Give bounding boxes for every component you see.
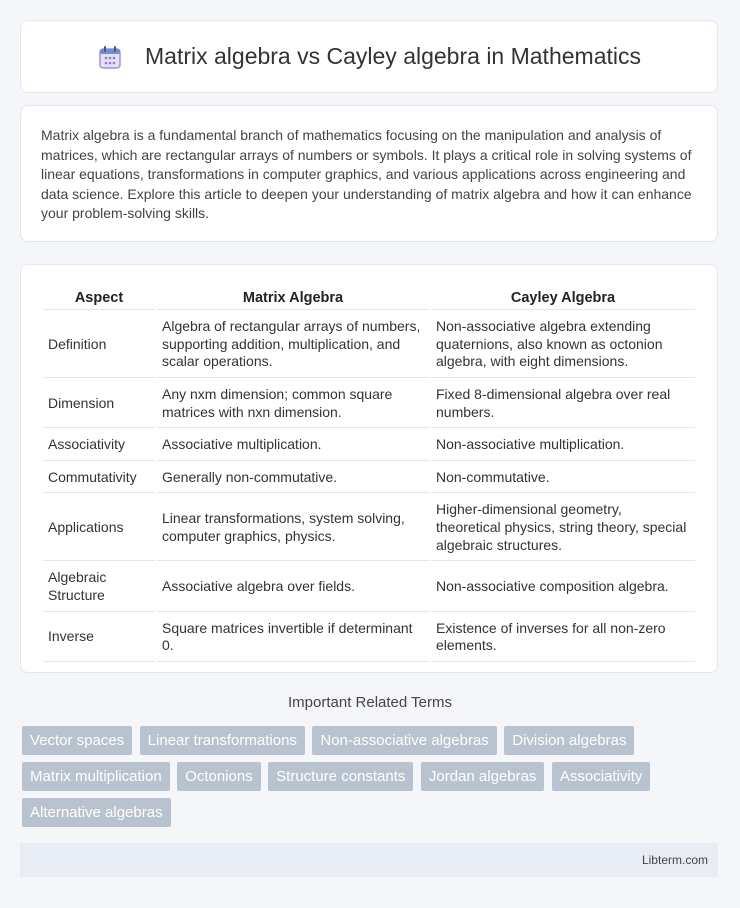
table-cell: Dimension	[43, 380, 155, 428]
table-cell: Applications	[43, 495, 155, 561]
related-terms-list	[22, 726, 722, 834]
table-cell: Higher-dimensional geometry, theoretical physics, string theory, special algebraic structures.	[431, 495, 695, 561]
table-cell: Algebraic Structure	[43, 563, 155, 611]
table-row	[43, 563, 695, 611]
table-row	[43, 614, 695, 662]
table-row	[43, 463, 695, 494]
table-cell: Commutativity	[43, 463, 155, 494]
tag-jordan-algebras[interactable]: Jordan algebras	[421, 762, 545, 791]
tag-non-associative-algebras[interactable]: Non-associative algebras	[312, 726, 496, 755]
table-row	[43, 495, 695, 561]
table-cell: Fixed 8-dimensional algebra over real numbers.	[431, 380, 695, 428]
related-terms-title: Important Related Terms	[288, 694, 452, 711]
table-cell: Non-associative multiplication.	[431, 430, 695, 461]
table-cell: Non-associative composition algebra.	[431, 563, 695, 611]
table-cell: Non-commutative.	[431, 463, 695, 494]
table-cell: Square matrices invertible if determinant 0.	[157, 614, 429, 662]
table-row	[43, 380, 695, 428]
table-cell: Algebra of rectangular arrays of numbers, supporting addition, multiplication, and scalar operations.	[157, 312, 429, 378]
table-cell: Associative multiplication.	[157, 430, 429, 461]
tag-linear-transformations[interactable]: Linear transformations	[140, 726, 305, 755]
comparison-table	[41, 285, 697, 664]
footer	[20, 843, 718, 877]
table-cell: Linear transformations, system solving, computer graphics, physics.	[157, 495, 429, 561]
tag-structure-constants[interactable]: Structure constants	[268, 762, 413, 791]
table-row	[43, 430, 695, 461]
tag-division-algebras[interactable]: Division algebras	[504, 726, 634, 755]
table-cell: Generally non-commutative.	[157, 463, 429, 494]
intro-card	[20, 105, 718, 242]
table-cell: Associativity	[43, 430, 155, 461]
tag-associativity[interactable]: Associativity	[552, 762, 651, 791]
header-matrix-algebra: Matrix Algebra	[157, 287, 429, 310]
tag-matrix-multiplication[interactable]: Matrix multiplication	[22, 762, 170, 791]
title-card	[20, 20, 718, 93]
table-row	[43, 312, 695, 378]
table-cell: Any nxm dimension; common square matrices with nxn dimension.	[157, 380, 429, 428]
header-cayley-algebra: Cayley Algebra	[431, 287, 695, 310]
table-cell: Non-associative algebra extending quaternions, also known as octonion algebra, with eight dimensions.	[431, 312, 695, 378]
tag-alternative-algebras[interactable]: Alternative algebras	[22, 798, 171, 827]
table-cell: Inverse	[43, 614, 155, 662]
table-cell: Existence of inverses for all non-zero elements.	[431, 614, 695, 662]
tag-octonions[interactable]: Octonions	[177, 762, 261, 791]
table-header-row	[43, 287, 695, 310]
header-aspect: Aspect	[43, 287, 155, 310]
footer-site-link[interactable]: Libterm.com	[641, 853, 708, 867]
table-cell: Associative algebra over fields.	[157, 563, 429, 611]
page-title: Matrix algebra vs Cayley algebra in Mathematics	[145, 43, 641, 69]
comparison-table-card	[20, 264, 718, 673]
intro-text: Matrix algebra is a fundamental branch of mathematics focusing on the manipulation and analysis of matrices, which are rectangular arrays of numbers or symbols. It plays a critical role in solving systems of linear equations, transformations in computer graphics, and various applications across engineering and data science. Explore this article to deepen your understanding of matrix algebra and how it can enhance your problem-solving skills.	[41, 127, 692, 222]
tag-vector-spaces[interactable]: Vector spaces	[22, 726, 132, 755]
table-cell: Definition	[43, 312, 155, 378]
calendar-icon	[97, 44, 123, 70]
